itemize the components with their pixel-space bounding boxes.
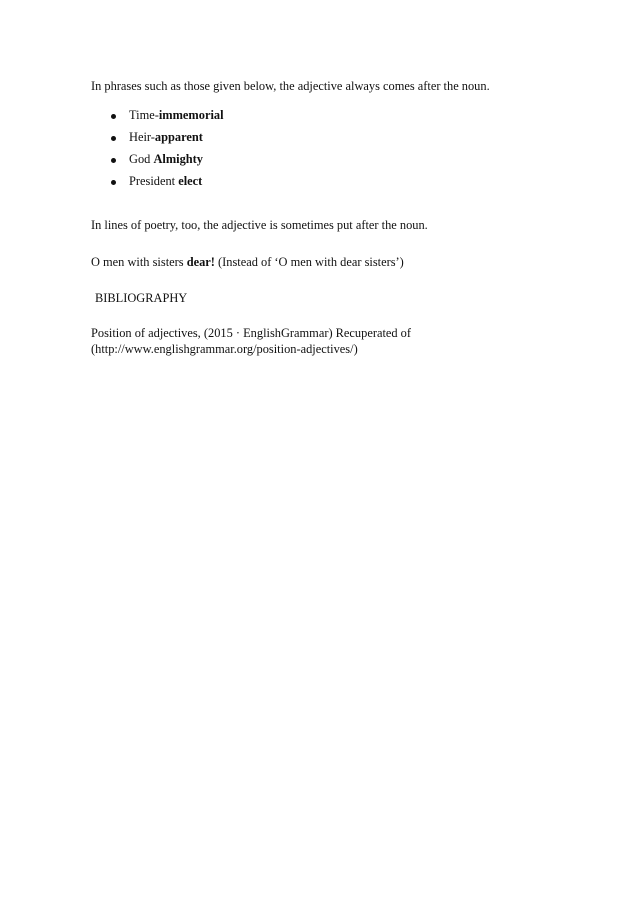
list-item-prefix: God xyxy=(129,152,154,166)
poetry-paragraph: In lines of poetry, too, the adjective is sometimes put after the noun. xyxy=(91,218,428,232)
reference-line-2: (http://www.englishgrammar.org/position-adjectives/) xyxy=(91,341,358,356)
reference-entry xyxy=(91,326,411,357)
bullet-icon xyxy=(111,180,116,185)
bullet-icon xyxy=(111,114,116,119)
list-item-prefix: Heir- xyxy=(129,130,155,144)
list-item xyxy=(91,152,224,174)
intro-paragraph: In phrases such as those given below, the adjective always comes after the noun. xyxy=(91,79,490,93)
bullet-icon xyxy=(111,136,116,141)
example-after: (Instead of ‘O men with dear sisters’) xyxy=(214,255,404,269)
list-item-prefix: Time- xyxy=(129,108,159,122)
adjective-examples-list xyxy=(91,108,224,196)
example-before: O men with sisters xyxy=(91,255,187,269)
bullet-icon xyxy=(111,158,116,163)
reference-line-1: Position of adjectives, (2015 · EnglishGrammar) Recuperated of xyxy=(91,326,412,340)
bibliography-heading: BIBLIOGRAPHY xyxy=(95,291,188,305)
list-item-bold: Almighty xyxy=(153,152,204,166)
list-item xyxy=(91,108,224,130)
example-sentence xyxy=(91,255,404,271)
list-item xyxy=(91,130,224,152)
list-item-bold: immemorial xyxy=(158,108,224,122)
list-item xyxy=(91,174,224,196)
list-item-bold: apparent xyxy=(154,130,203,144)
list-item-bold: elect xyxy=(178,174,203,188)
list-item-prefix: President xyxy=(129,174,179,188)
example-bold: dear! xyxy=(186,255,215,269)
